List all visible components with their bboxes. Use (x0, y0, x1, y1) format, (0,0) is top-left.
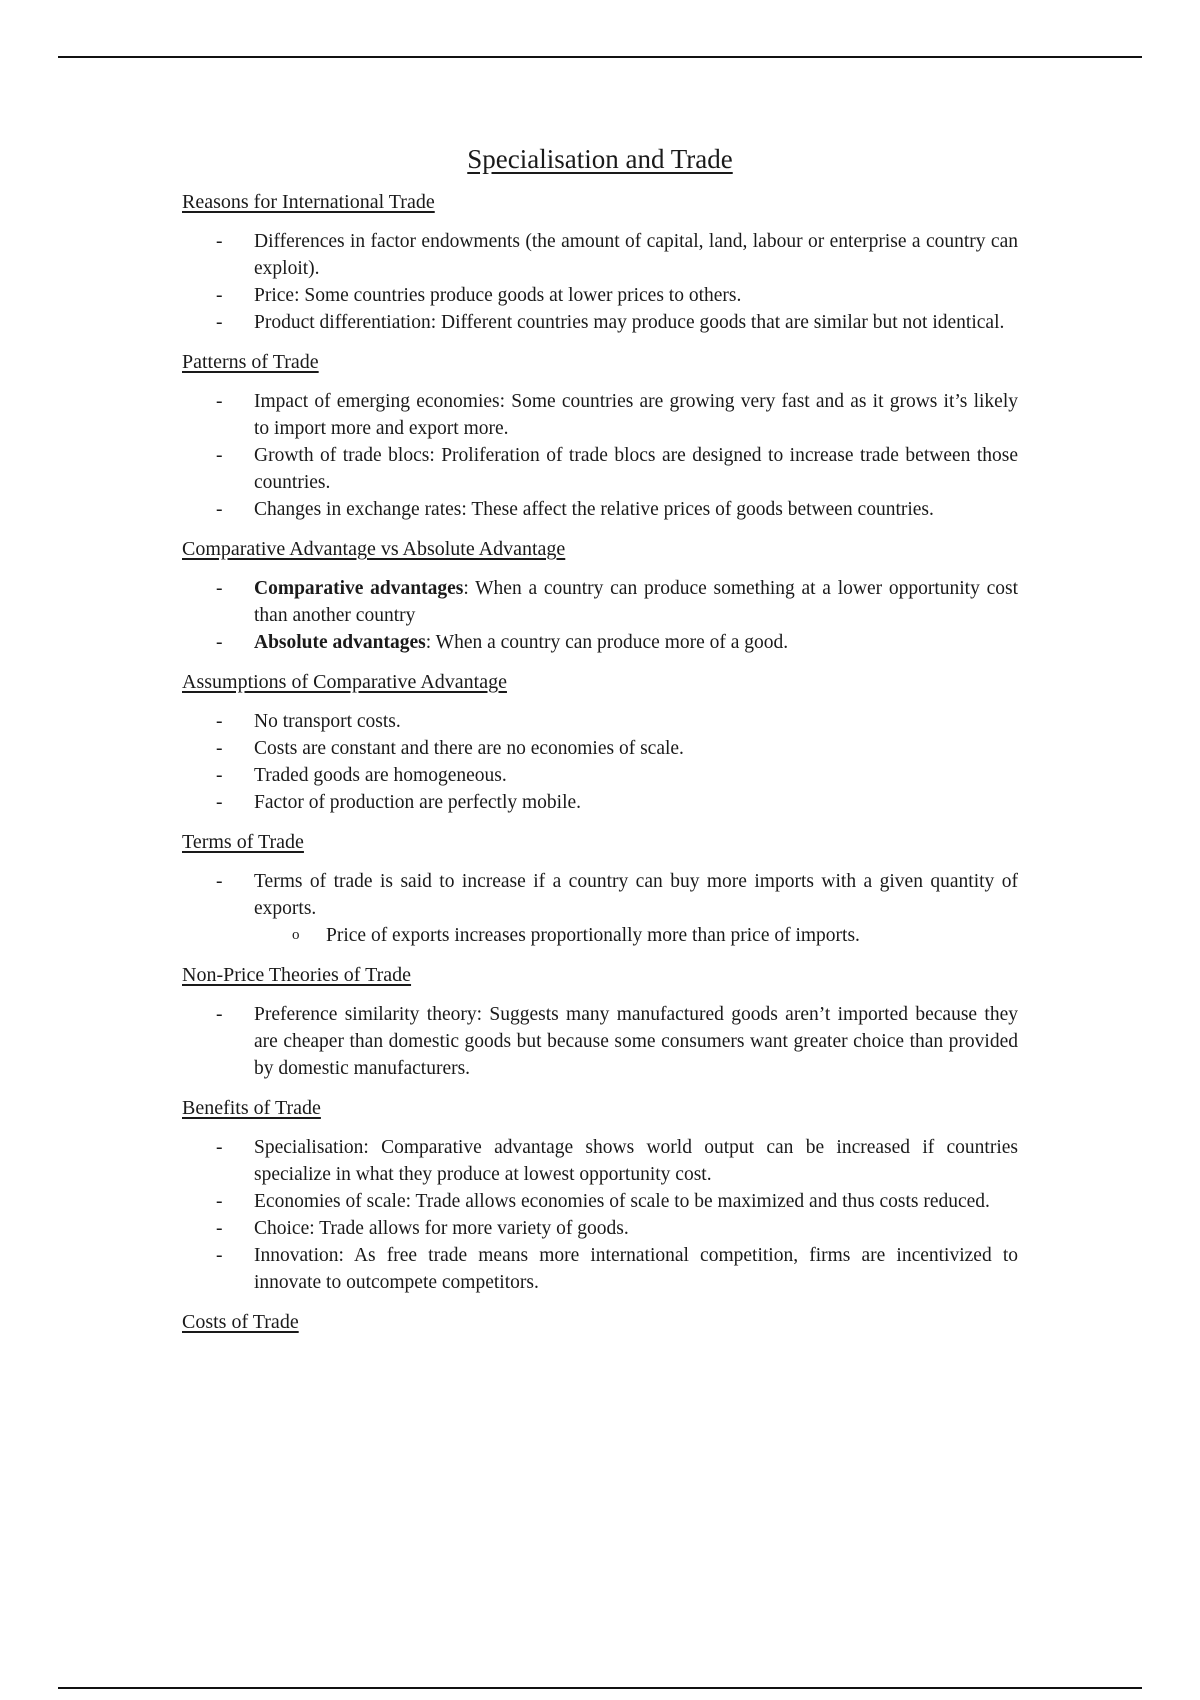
item-text: Price: Some countries produce goods at lower prices to others. (254, 285, 742, 306)
item-text: Traded goods are homogeneous. (254, 765, 507, 786)
list-item (182, 868, 1018, 949)
item-text: Factor of production are perfectly mobile. (254, 792, 582, 813)
section (182, 962, 1018, 1082)
sections-container (182, 189, 1018, 1335)
list-item (182, 309, 1018, 336)
list-item (182, 1188, 1018, 1215)
bullet-list (182, 708, 1018, 816)
bullet-list (182, 1134, 1018, 1296)
list-item (182, 575, 1018, 629)
dash-bullet-icon: - (216, 1191, 223, 1212)
list-item (182, 1242, 1018, 1296)
dash-bullet-icon: - (216, 578, 223, 599)
sub-item-text: Price of exports increases proportionally more than price of imports. (326, 925, 860, 946)
dash-bullet-icon: - (216, 312, 223, 333)
bullet-list (182, 228, 1018, 336)
item-text: Preference similarity theory: Suggests many manufactured goods aren’t imported because they are cheaper than domestic goods but because some consumers want greater choice than provided by domestic manufacturers. (254, 1004, 1018, 1079)
bold-term: Comparative advantages (254, 578, 464, 599)
item-text: Growth of trade blocs: Proliferation of trade blocs are designed to increase trade between those countries. (254, 445, 1018, 493)
sub-list (254, 922, 1018, 949)
dash-bullet-icon: - (216, 231, 223, 252)
item-text: Economies of scale: Trade allows economies of scale to be maximized and thus costs reduced. (254, 1191, 990, 1212)
section (182, 829, 1018, 949)
section (182, 536, 1018, 656)
item-text: : When a country can produce something at a lower opportunity cost than another country (254, 578, 1018, 626)
item-text: Terms of trade is said to increase if a country can buy more imports with a given quantity of exports. (254, 871, 1018, 919)
bullet-list (182, 388, 1018, 523)
dash-bullet-icon: - (216, 1245, 223, 1266)
list-item (182, 1134, 1018, 1188)
dash-bullet-icon: - (216, 738, 223, 759)
bold-term: Absolute advantages (254, 632, 426, 653)
section-heading: Terms of Trade (182, 831, 304, 853)
list-item (182, 762, 1018, 789)
dash-bullet-icon: - (216, 711, 223, 732)
dash-bullet-icon: - (216, 285, 223, 306)
circle-bullet-icon: o (292, 927, 300, 943)
section (182, 189, 1018, 336)
sub-list-item (254, 922, 1018, 949)
dash-bullet-icon: - (216, 445, 223, 466)
list-item (182, 708, 1018, 735)
dash-bullet-icon: - (216, 1218, 223, 1239)
section-heading: Assumptions of Comparative Advantage (182, 671, 507, 693)
list-item (182, 442, 1018, 496)
item-text: Specialisation: Comparative advantage shows world output can be increased if countries specialize in what they produce at lowest opportunity cost. (254, 1137, 1018, 1185)
list-item (182, 496, 1018, 523)
item-text: : When a country can produce more of a good. (425, 632, 789, 653)
list-item (182, 735, 1018, 762)
dash-bullet-icon: - (216, 1004, 223, 1025)
dash-bullet-icon: - (216, 391, 223, 412)
dash-bullet-icon: - (216, 765, 223, 786)
list-item (182, 1001, 1018, 1082)
document-body (182, 144, 1018, 1348)
section (182, 1309, 1018, 1335)
list-item (182, 629, 1018, 656)
dash-bullet-icon: - (216, 792, 223, 813)
section-heading: Benefits of Trade (182, 1097, 321, 1119)
bottom-rule (58, 1687, 1142, 1689)
bullet-list (182, 868, 1018, 949)
item-text: Innovation: As free trade means more international competition, firms are incentivized to innovate to outcompete competitors. (254, 1245, 1018, 1293)
section-heading: Reasons for International Trade (182, 191, 435, 213)
item-text: Impact of emerging economies: Some countries are growing very fast and as it grows it’s likely to import more and export more. (254, 391, 1018, 439)
item-text: Choice: Trade allows for more variety of goods. (254, 1218, 629, 1239)
dash-bullet-icon: - (216, 632, 223, 653)
item-text: Product differentiation: Different countries may produce goods that are similar but not identical. (254, 312, 1005, 333)
item-text: No transport costs. (254, 711, 401, 732)
section-heading: Costs of Trade (182, 1311, 299, 1333)
dash-bullet-icon: - (216, 871, 223, 892)
section (182, 669, 1018, 816)
list-item (182, 789, 1018, 816)
dash-bullet-icon: - (216, 1137, 223, 1158)
item-text: Changes in exchange rates: These affect the relative prices of goods between countries. (254, 499, 934, 520)
list-item (182, 228, 1018, 282)
top-rule (58, 56, 1142, 58)
list-item (182, 1215, 1018, 1242)
list-item (182, 388, 1018, 442)
item-text: Costs are constant and there are no economies of scale. (254, 738, 684, 759)
page-title: Specialisation and Trade (467, 144, 733, 174)
section (182, 349, 1018, 523)
bullet-list (182, 1001, 1018, 1082)
item-text: Differences in factor endowments (the amount of capital, land, labour or enterprise a country can exploit). (254, 231, 1018, 279)
section (182, 1095, 1018, 1296)
bullet-list (182, 575, 1018, 656)
section-heading: Non-Price Theories of Trade (182, 964, 412, 986)
dash-bullet-icon: - (216, 499, 223, 520)
list-item (182, 282, 1018, 309)
section-heading: Patterns of Trade (182, 351, 319, 373)
section-heading: Comparative Advantage vs Absolute Advantage (182, 538, 566, 560)
